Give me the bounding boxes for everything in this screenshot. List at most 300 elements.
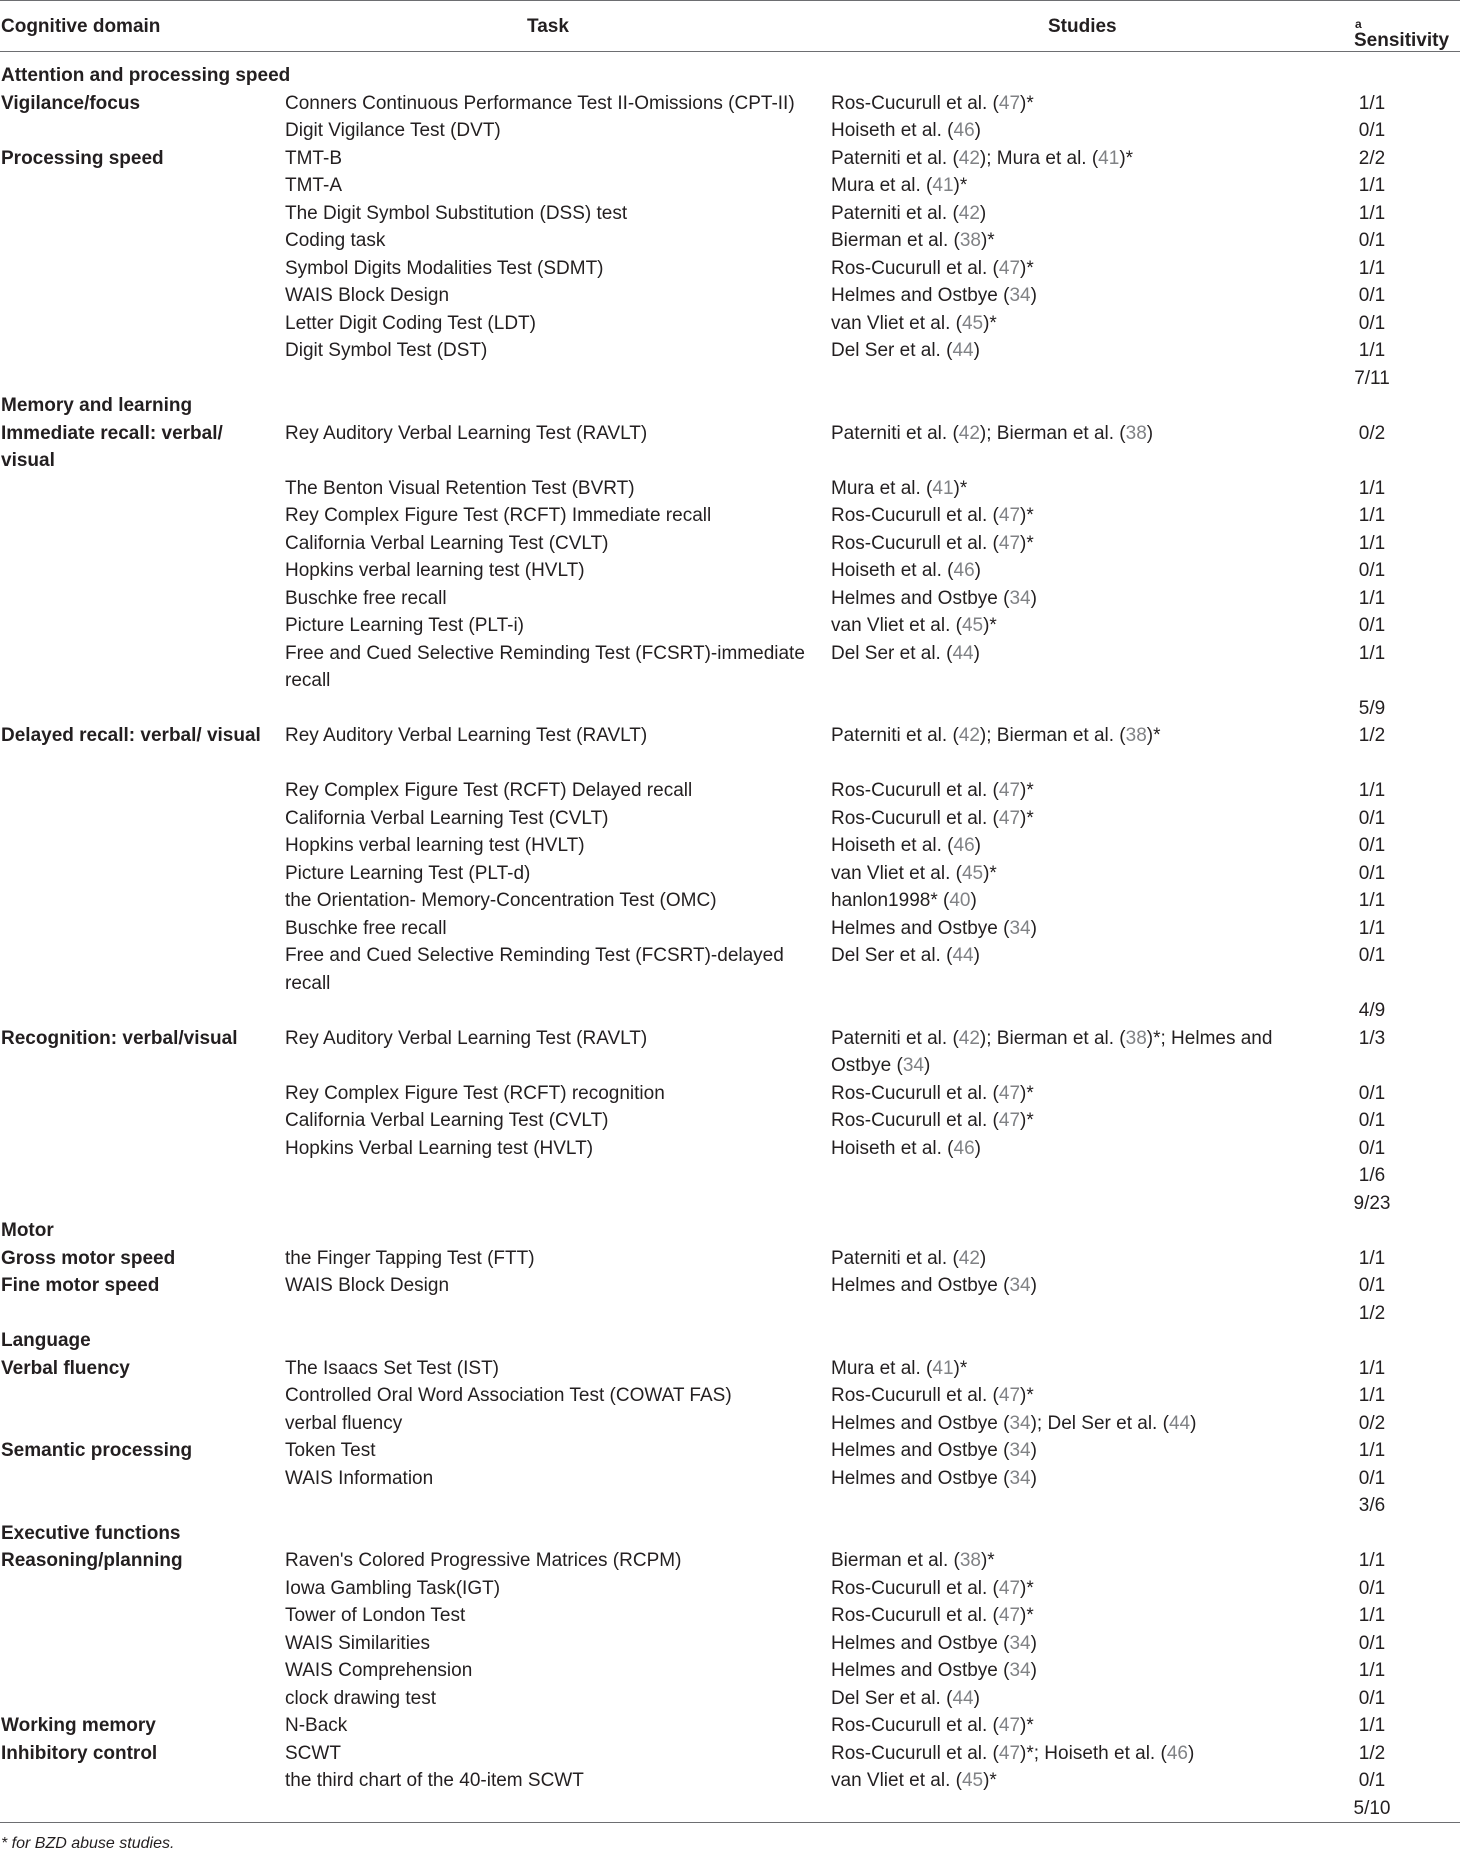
domain-label: Inhibitory control	[1, 1742, 158, 1764]
study-text: Ros-Cucurull et al. (	[831, 780, 999, 801]
reference-number: 47	[998, 1082, 1021, 1104]
study-text: )	[974, 1137, 981, 1159]
subtotal-row	[0, 695, 1460, 723]
sensitivity-cell: 0/1	[1358, 1467, 1386, 1489]
study-text: )*	[1146, 725, 1161, 746]
task-cell: Rey Auditory Verbal Learning Test (RAVLT)	[285, 422, 648, 444]
sensitivity-cell: 0/1	[1358, 1770, 1386, 1791]
sensitivity-cell: 1/2	[1358, 725, 1386, 746]
reference-number: 38	[1125, 1027, 1147, 1049]
studies-cell	[831, 1272, 1301, 1300]
header-studies: Studies	[1048, 16, 1117, 37]
study-text: Del Ser et al. (	[831, 340, 953, 361]
task-cell: Raven's Colored Progressive Matrices (RCPM)	[285, 1550, 682, 1571]
reference-number: 47	[998, 1742, 1021, 1764]
task-cell: Rey Complex Figure Test (RCFT) recognition	[285, 1082, 665, 1104]
reference-number: 44	[952, 945, 974, 966]
section-heading: Memory and learning	[1, 395, 193, 416]
table-row	[0, 1355, 1460, 1383]
task-cell: WAIS Similarities	[285, 1632, 430, 1654]
studies-cell	[831, 337, 1301, 365]
domain-label: Delayed recall: verbal/ visual	[1, 725, 261, 746]
table-row	[0, 1767, 1460, 1795]
reference-number: 47	[998, 1605, 1021, 1626]
task-cell: WAIS Comprehension	[285, 1660, 473, 1681]
study-text: )	[1190, 1412, 1197, 1434]
studies-cell	[831, 915, 1301, 943]
reference-number: 44	[952, 340, 974, 361]
reference-number: 46	[1166, 1742, 1188, 1764]
studies-cell	[831, 200, 1301, 228]
study-text: Helmes and Ostbye (	[831, 285, 1010, 306]
task-cell: Conners Continuous Performance Test II-Omissions (CPT-II)	[285, 92, 795, 114]
table-row	[0, 1712, 1460, 1740]
study-text: )*; Hoiseth et al. (	[1020, 1742, 1167, 1764]
task-cell: Letter Digit Coding Test (LDT)	[285, 312, 536, 334]
study-text: Helmes and Ostbye (	[831, 1660, 1010, 1681]
study-text: )*	[1020, 1385, 1034, 1406]
study-text: Paterniti et al. (	[831, 1247, 959, 1269]
reference-number: 46	[953, 120, 975, 141]
study-text: )*	[953, 175, 968, 196]
sensitivity-cell: 1/1	[1358, 1247, 1386, 1269]
table-row	[0, 255, 1460, 283]
reference-number: 46	[953, 560, 975, 581]
study-text: )*	[1020, 807, 1034, 829]
sensitivity-cell: 1/1	[1358, 1385, 1386, 1406]
reference-number: 42	[958, 147, 980, 169]
header-cognitive-domain: Cognitive domain	[1, 16, 161, 37]
study-text: )	[1187, 1742, 1195, 1764]
table-row	[0, 420, 1460, 475]
study-text: )	[1030, 917, 1037, 939]
studies-cell	[831, 502, 1301, 530]
studies-cell	[831, 1657, 1301, 1685]
reference-number: 41	[1098, 147, 1120, 169]
subtotal-row	[0, 365, 1460, 393]
domain-label: Vigilance/focus	[1, 92, 141, 114]
table-row	[0, 1740, 1460, 1768]
task-cell: N-Back	[285, 1715, 348, 1736]
sensitivity-cell: 0/1	[1358, 1137, 1386, 1159]
study-text: )*	[980, 230, 995, 251]
table-row	[0, 640, 1460, 695]
sensitivity-cell: 1/1	[1358, 340, 1386, 361]
study-text: Hoiseth et al. (	[831, 835, 954, 856]
header-sensitivity-label: Sensitivity	[1354, 30, 1450, 51]
study-text: Helmes and Ostbye (	[831, 917, 1010, 939]
task-cell: The Isaacs Set Test (IST)	[285, 1357, 500, 1379]
table-row	[0, 585, 1460, 613]
domain-label: Working memory	[1, 1715, 156, 1736]
task-cell: Tower of London Test	[285, 1605, 466, 1626]
table-row	[0, 612, 1460, 640]
task-cell: Buschke free recall	[285, 587, 447, 609]
task-cell: California Verbal Learning Test (CVLT)	[285, 807, 609, 829]
reference-number: 42	[958, 1027, 980, 1049]
sensitivity-cell: 1/1	[1358, 780, 1386, 801]
studies-cell	[831, 530, 1301, 558]
studies-cell	[831, 1135, 1301, 1163]
studies-cell	[831, 1437, 1301, 1465]
study-text: Ros-Cucurull et al. (	[831, 1577, 999, 1599]
studies-cell	[831, 585, 1301, 613]
study-text: )	[979, 202, 987, 224]
study-text: )*	[1020, 92, 1034, 114]
table-row	[0, 1547, 1460, 1575]
domain-label: Gross motor speed	[1, 1247, 176, 1269]
study-text: Helmes and Ostbye (	[831, 1412, 1010, 1434]
reference-number: 34	[902, 1055, 924, 1076]
section-heading: Attention and processing speed	[1, 65, 291, 86]
reference-number: 34	[1009, 1275, 1031, 1296]
sensitivity-cell: 1/1	[1358, 202, 1386, 224]
study-text: ); Bierman et al. (	[979, 1027, 1126, 1049]
study-text: Paterniti et al. (	[831, 422, 959, 444]
table-row	[0, 337, 1460, 365]
study-text: Mura et al. (	[831, 477, 933, 499]
study-text: Ros-Cucurull et al. (	[831, 92, 999, 114]
reference-number: 47	[998, 92, 1021, 114]
reference-number: 45	[961, 312, 984, 334]
task-cell: Free and Cued Selective Reminding Test (FCSRT)-delayed recall	[285, 945, 784, 994]
study-text: Bierman et al. (	[831, 1550, 960, 1571]
table-row	[0, 1630, 1460, 1658]
reference-number: 47	[998, 1715, 1021, 1736]
reference-number: 41	[932, 477, 954, 499]
table-row	[0, 832, 1460, 860]
task-cell: the Orientation- Memory-Concentration Test (OMC)	[285, 890, 717, 911]
sensitivity-cell: 1/1	[1358, 257, 1386, 279]
studies-cell	[831, 1107, 1301, 1135]
reference-number: 34	[1009, 1660, 1031, 1681]
study-text: hanlon1998* (	[831, 890, 950, 911]
study-text: Helmes and Ostbye (	[831, 1440, 1010, 1461]
table-row	[0, 282, 1460, 310]
table-row	[0, 475, 1460, 503]
reference-number: 41	[932, 175, 954, 196]
section-heading: Executive functions	[1, 1522, 181, 1544]
table-row	[0, 557, 1460, 585]
study-text: )*	[983, 1770, 997, 1791]
study-text: Ros-Cucurull et al. (	[831, 257, 999, 279]
studies-cell	[831, 1712, 1301, 1740]
table-row	[0, 1272, 1460, 1300]
table-row	[0, 777, 1460, 805]
table-row	[0, 915, 1460, 943]
sensitivity-cell: 0/1	[1358, 1110, 1386, 1131]
section-row	[0, 1520, 1460, 1548]
sensitivity-cell: 0/2	[1358, 422, 1386, 444]
study-text: Bierman et al. (	[831, 230, 960, 251]
studies-cell	[831, 640, 1301, 668]
table-row	[0, 1657, 1460, 1685]
header-sensitivity-footnote-marker: a	[1355, 17, 1362, 31]
table-row	[0, 117, 1460, 145]
table-row	[0, 942, 1460, 997]
task-cell: California Verbal Learning Test (CVLT)	[285, 1110, 609, 1131]
studies-cell	[831, 1465, 1301, 1493]
study-text: )*; Helmes and Ostbye (	[831, 1027, 1273, 1076]
study-text: Paterniti et al. (	[831, 725, 959, 746]
reference-number: 41	[932, 1357, 954, 1379]
reference-number: 45	[961, 615, 984, 636]
task-cell: Free and Cued Selective Reminding Test (FCSRT)-immediate recall	[285, 642, 805, 691]
studies-cell	[831, 557, 1301, 585]
table-row	[0, 310, 1460, 338]
sensitivity-subtotal: 7/11	[1354, 367, 1390, 389]
studies-cell	[831, 612, 1301, 640]
study-text: )	[973, 642, 980, 664]
reference-number: 38	[1125, 725, 1147, 746]
study-text: )*	[1020, 1715, 1034, 1736]
studies-cell	[831, 1410, 1301, 1438]
studies-cell	[831, 255, 1301, 283]
sensitivity-cell: 1/2	[1358, 1742, 1386, 1764]
study-text: )*	[1020, 532, 1034, 554]
studies-cell	[831, 1025, 1301, 1080]
section-row	[0, 62, 1460, 90]
sensitivity-subtotal: 4/9	[1358, 1000, 1386, 1021]
sensitivity-cell: 1/1	[1358, 175, 1386, 196]
study-text: Paterniti et al. (	[831, 202, 959, 224]
table-row	[0, 1382, 1460, 1410]
study-text: )	[1030, 587, 1037, 609]
task-cell: TMT-A	[285, 175, 342, 196]
study-text: ); Mura et al. (	[979, 147, 1099, 169]
study-text: Ros-Cucurull et al. (	[831, 505, 999, 526]
study-text: Helmes and Ostbye (	[831, 1632, 1010, 1654]
study-text: van Vliet et al. (	[831, 862, 962, 884]
subtotal-row	[0, 1300, 1460, 1328]
task-cell: Picture Learning Test (PLT-d)	[285, 862, 531, 884]
reference-number: 42	[958, 1247, 980, 1269]
task-cell: Picture Learning Test (PLT-i)	[285, 615, 525, 636]
task-cell: Controlled Oral Word Association Test (COWAT FAS)	[285, 1385, 732, 1406]
study-text: Helmes and Ostbye (	[831, 1467, 1010, 1489]
sensitivity-cell: 1/1	[1358, 477, 1386, 499]
task-cell: Token Test	[285, 1440, 376, 1461]
study-text: Hoiseth et al. (	[831, 120, 954, 141]
section-row	[0, 1327, 1460, 1355]
reference-number: 47	[998, 1385, 1021, 1406]
table-body	[0, 62, 1460, 1822]
table-row	[0, 722, 1460, 777]
study-text: Del Ser et al. (	[831, 945, 953, 966]
sensitivity-cell: 0/1	[1358, 945, 1386, 966]
sensitivity-cell: 0/1	[1358, 807, 1386, 829]
reference-number: 47	[998, 532, 1021, 554]
studies-cell	[831, 475, 1301, 503]
header-sensitivity	[1354, 15, 1450, 51]
table-row	[0, 1080, 1460, 1108]
study-text: Ros-Cucurull et al. (	[831, 1082, 999, 1104]
task-cell: the third chart of the 40-item SCWT	[285, 1770, 584, 1791]
table-header	[0, 0, 1460, 52]
study-text: )	[974, 835, 981, 856]
sensitivity-cell: 0/1	[1358, 1632, 1386, 1654]
reference-number: 44	[952, 642, 974, 664]
reference-number: 42	[958, 422, 980, 444]
studies-cell	[831, 860, 1301, 888]
study-text: Ros-Cucurull et al. (	[831, 532, 999, 554]
reference-number: 42	[958, 202, 980, 224]
sensitivity-cell: 1/1	[1358, 1660, 1386, 1681]
studies-cell	[831, 145, 1301, 173]
study-text: )*	[953, 1357, 968, 1379]
domain-label: Reasoning/planning	[1, 1550, 183, 1571]
reference-number: 47	[998, 780, 1021, 801]
sensitivity-cell: 0/1	[1358, 862, 1386, 884]
table-row	[0, 1135, 1460, 1163]
task-cell: Iowa Gambling Task(IGT)	[285, 1577, 501, 1599]
study-text: )*	[1020, 780, 1034, 801]
sensitivity-cell: 0/1	[1358, 1687, 1386, 1709]
task-cell: Rey Complex Figure Test (RCFT) Immediate recall	[285, 505, 712, 526]
study-text: )	[1146, 422, 1154, 444]
sensitivity-cell: 1/1	[1358, 1605, 1386, 1626]
studies-cell	[831, 1575, 1301, 1603]
task-cell: Hopkins verbal learning test (HVLT)	[285, 560, 585, 581]
study-text: )	[923, 1055, 931, 1076]
task-cell: the Finger Tapping Test (FTT)	[285, 1247, 535, 1269]
task-cell: clock drawing test	[285, 1687, 437, 1709]
studies-cell	[831, 1740, 1301, 1768]
study-text: )	[973, 945, 980, 966]
reference-number: 47	[998, 1577, 1021, 1599]
section-row	[0, 1217, 1460, 1245]
sensitivity-cell: 1/1	[1358, 1357, 1386, 1379]
study-text: Helmes and Ostbye (	[831, 587, 1010, 609]
study-text: Del Ser et al. (	[831, 642, 953, 664]
task-cell: Hopkins verbal learning test (HVLT)	[285, 835, 585, 856]
studies-cell	[831, 805, 1301, 833]
sensitivity-cell: 1/1	[1358, 587, 1386, 609]
subtotal-row	[0, 1190, 1460, 1218]
study-text: )*	[1020, 257, 1034, 279]
sensitivity-cell: 1/1	[1358, 505, 1386, 526]
table-row	[0, 1107, 1460, 1135]
sensitivity-cell: 1/3	[1358, 1027, 1386, 1049]
task-cell: Coding task	[285, 230, 386, 251]
task-cell: WAIS Block Design	[285, 1275, 450, 1296]
study-text: ); Bierman et al. (	[979, 422, 1126, 444]
study-text: Ros-Cucurull et al. (	[831, 1742, 999, 1764]
studies-cell	[831, 1245, 1301, 1273]
study-text: )	[1030, 1275, 1037, 1296]
sensitivity-cell: 0/1	[1358, 230, 1386, 251]
study-text: ); Del Ser et al. (	[1030, 1412, 1169, 1434]
sensitivity-cell: 1/1	[1358, 1715, 1386, 1736]
section-heading: Language	[1, 1330, 91, 1351]
reference-number: 47	[998, 505, 1021, 526]
reference-number: 44	[1168, 1412, 1191, 1434]
reference-number: 47	[998, 257, 1021, 279]
study-text: Ros-Cucurull et al. (	[831, 1715, 999, 1736]
subtotal-row	[0, 1492, 1460, 1520]
study-text: Helmes and Ostbye (	[831, 1275, 1010, 1296]
study-text: )	[1030, 285, 1037, 306]
studies-cell	[831, 1547, 1301, 1575]
table-row	[0, 860, 1460, 888]
task-cell: WAIS Information	[285, 1467, 434, 1489]
study-text: )*	[983, 615, 997, 636]
study-text: )*	[1020, 1605, 1034, 1626]
sensitivity-cell: 0/2	[1358, 1412, 1386, 1434]
reference-number: 45	[961, 1770, 984, 1791]
studies-cell	[831, 117, 1301, 145]
task-cell: Buschke free recall	[285, 917, 447, 939]
sensitivity-cell: 1/1	[1358, 532, 1386, 554]
section-row	[0, 392, 1460, 420]
table-row	[0, 227, 1460, 255]
study-text: )*	[1020, 1577, 1034, 1599]
table-row	[0, 1437, 1460, 1465]
task-cell: WAIS Block Design	[285, 285, 450, 306]
sensitivity-subtotal: 3/6	[1358, 1495, 1386, 1516]
study-text: )*	[1020, 1110, 1034, 1131]
studies-cell	[831, 90, 1301, 118]
task-cell: TMT-B	[285, 147, 342, 169]
sensitivity-subtotal: 5/9	[1358, 697, 1386, 719]
study-text: ); Bierman et al. (	[979, 725, 1126, 746]
studies-cell	[831, 1080, 1301, 1108]
reference-number: 44	[952, 1687, 974, 1709]
task-cell: SCWT	[285, 1742, 341, 1764]
study-text: Ros-Cucurull et al. (	[831, 1110, 999, 1131]
table-row	[0, 90, 1460, 118]
studies-cell	[831, 722, 1301, 750]
domain-label: Processing speed	[1, 147, 164, 169]
task-cell: verbal fluency	[285, 1412, 403, 1434]
task-cell: Digit Symbol Test (DST)	[285, 340, 488, 361]
study-text: )*	[1119, 147, 1134, 169]
sensitivity-cell: 0/1	[1358, 560, 1386, 581]
table-row	[0, 1685, 1460, 1713]
studies-cell	[831, 1602, 1301, 1630]
sensitivity-subtotal: 1/2	[1358, 1302, 1386, 1324]
studies-cell	[831, 1767, 1301, 1795]
study-text: Paterniti et al. (	[831, 147, 959, 169]
sensitivity-cell: 1/1	[1358, 642, 1386, 664]
sensitivity-subtotal: 9/23	[1353, 1192, 1391, 1214]
study-text: )	[970, 890, 977, 911]
section-heading: Motor	[1, 1220, 54, 1241]
task-cell: Hopkins Verbal Learning test (HVLT)	[285, 1137, 594, 1159]
domain-label: Immediate recall: verbal/ visual	[1, 422, 223, 471]
sensitivity-cell: 0/1	[1358, 285, 1386, 306]
table-row	[0, 1025, 1460, 1080]
studies-cell	[831, 832, 1301, 860]
studies-cell	[831, 282, 1301, 310]
sensitivity-subtotal: 1/6	[1358, 1165, 1386, 1186]
study-text: )	[1030, 1467, 1037, 1489]
studies-cell	[831, 1685, 1301, 1713]
study-text: Ros-Cucurull et al. (	[831, 807, 999, 829]
study-text: van Vliet et al. (	[831, 312, 962, 334]
table-row	[0, 887, 1460, 915]
table-row	[0, 172, 1460, 200]
reference-number: 38	[959, 1550, 981, 1571]
study-text: Ros-Cucurull et al. (	[831, 1385, 999, 1406]
table-row	[0, 1245, 1460, 1273]
domain-label: Semantic processing	[1, 1440, 193, 1461]
study-text: )	[973, 1687, 980, 1709]
table-row	[0, 1410, 1460, 1438]
reference-number: 34	[1009, 1440, 1031, 1461]
header-task: Task	[527, 16, 569, 37]
table-row	[0, 502, 1460, 530]
